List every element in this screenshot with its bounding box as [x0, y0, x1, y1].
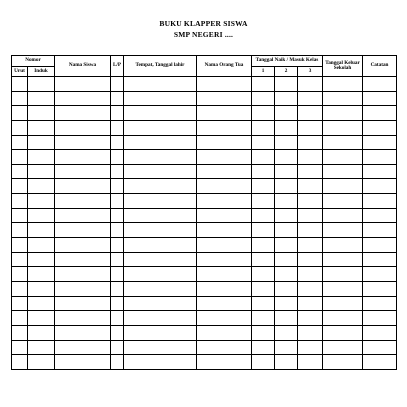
- table-cell: [28, 252, 55, 267]
- table-cell: [124, 223, 197, 238]
- table-cell: [275, 179, 298, 194]
- table-row: [12, 355, 397, 370]
- table-cell: [124, 296, 197, 311]
- table-cell: [323, 179, 363, 194]
- table-cell: [55, 135, 111, 150]
- table-cell: [298, 91, 323, 106]
- table-cell: [275, 164, 298, 179]
- table-row: [12, 135, 397, 150]
- table-cell: [12, 164, 28, 179]
- table-cell: [111, 164, 124, 179]
- table-cell: [124, 179, 197, 194]
- table-cell: [275, 77, 298, 92]
- table-cell: [298, 150, 323, 165]
- table-cell: [363, 223, 397, 238]
- table-cell: [12, 325, 28, 340]
- table-cell: [28, 179, 55, 194]
- table-cell: [363, 340, 397, 355]
- table-cell: [197, 355, 252, 370]
- table-cell: [363, 179, 397, 194]
- header-tanggal-keluar: Tanggal Keluar Sekolah: [323, 56, 363, 77]
- table-cell: [275, 267, 298, 282]
- table-cell: [111, 120, 124, 135]
- table-cell: [252, 77, 275, 92]
- table-cell: [275, 355, 298, 370]
- table-cell: [298, 106, 323, 121]
- table-cell: [28, 311, 55, 326]
- table-cell: [275, 150, 298, 165]
- table-cell: [124, 325, 197, 340]
- table-cell: [28, 135, 55, 150]
- table-cell: [197, 340, 252, 355]
- table-cell: [12, 77, 28, 92]
- table-cell: [124, 281, 197, 296]
- table-cell: [252, 281, 275, 296]
- table-cell: [12, 135, 28, 150]
- table-row: [12, 77, 397, 92]
- table-cell: [12, 281, 28, 296]
- table-cell: [12, 150, 28, 165]
- table-cell: [55, 77, 111, 92]
- table-cell: [298, 340, 323, 355]
- table-cell: [275, 120, 298, 135]
- table-cell: [323, 252, 363, 267]
- table-cell: [12, 355, 28, 370]
- table-cell: [252, 267, 275, 282]
- table-cell: [323, 150, 363, 165]
- table-cell: [124, 135, 197, 150]
- table-cell: [55, 91, 111, 106]
- table-cell: [323, 223, 363, 238]
- table-cell: [12, 179, 28, 194]
- table-cell: [275, 91, 298, 106]
- table-cell: [252, 135, 275, 150]
- table-cell: [298, 77, 323, 92]
- table-cell: [363, 325, 397, 340]
- table-row: [12, 150, 397, 165]
- table-cell: [55, 223, 111, 238]
- table-cell: [275, 135, 298, 150]
- table-cell: [124, 106, 197, 121]
- table-cell: [197, 238, 252, 253]
- table-cell: [55, 296, 111, 311]
- table-cell: [252, 164, 275, 179]
- table-row: [12, 267, 397, 282]
- table-cell: [28, 77, 55, 92]
- table-cell: [28, 91, 55, 106]
- table-cell: [55, 325, 111, 340]
- table-cell: [197, 252, 252, 267]
- table-row: [12, 223, 397, 238]
- header-tanggal-naik-kelas: Tanggal Naik / Masuk Kelas: [252, 56, 323, 67]
- table-cell: [363, 355, 397, 370]
- table-cell: [197, 267, 252, 282]
- table-cell: [298, 325, 323, 340]
- table-cell: [197, 296, 252, 311]
- table-cell: [124, 340, 197, 355]
- table-cell: [363, 91, 397, 106]
- table-cell: [28, 223, 55, 238]
- table-cell: [28, 281, 55, 296]
- table-cell: [252, 311, 275, 326]
- table-cell: [363, 194, 397, 209]
- table-cell: [323, 120, 363, 135]
- header-nama-orang-tua: Nama Orang Tua: [197, 56, 252, 77]
- document-title: BUKU KLAPPER SISWA: [159, 19, 248, 28]
- table-row: [12, 311, 397, 326]
- table-cell: [124, 194, 197, 209]
- table-cell: [323, 77, 363, 92]
- table-cell: [111, 106, 124, 121]
- table-cell: [124, 252, 197, 267]
- table-cell: [323, 208, 363, 223]
- table-cell: [197, 77, 252, 92]
- table-cell: [252, 179, 275, 194]
- table-cell: [298, 252, 323, 267]
- table-cell: [12, 311, 28, 326]
- table-cell: [197, 311, 252, 326]
- table-cell: [252, 194, 275, 209]
- table-cell: [323, 106, 363, 121]
- table-cell: [124, 208, 197, 223]
- table-cell: [55, 311, 111, 326]
- table-cell: [12, 340, 28, 355]
- table-cell: [298, 311, 323, 326]
- table-cell: [298, 238, 323, 253]
- klapper-table: [11, 55, 397, 370]
- table-row: [12, 296, 397, 311]
- table-cell: [28, 325, 55, 340]
- table-cell: [12, 296, 28, 311]
- table-row: [12, 179, 397, 194]
- table-cell: [197, 120, 252, 135]
- table-cell: [298, 164, 323, 179]
- table-cell: [28, 355, 55, 370]
- table-cell: [363, 267, 397, 282]
- header-urut: Urut: [12, 66, 28, 77]
- table-cell: [252, 355, 275, 370]
- table-cell: [275, 325, 298, 340]
- table-cell: [55, 179, 111, 194]
- table-cell: [124, 355, 197, 370]
- table-cell: [275, 296, 298, 311]
- table-cell: [55, 238, 111, 253]
- table-cell: [197, 135, 252, 150]
- table-cell: [55, 164, 111, 179]
- table-cell: [55, 120, 111, 135]
- table-cell: [323, 194, 363, 209]
- table-cell: [111, 325, 124, 340]
- header-nomor: Nomor: [12, 56, 55, 67]
- table-cell: [298, 223, 323, 238]
- table-cell: [111, 150, 124, 165]
- table-cell: [111, 296, 124, 311]
- table-cell: [252, 238, 275, 253]
- table-cell: [12, 194, 28, 209]
- table-row: [12, 120, 397, 135]
- table-cell: [111, 194, 124, 209]
- table-cell: [12, 91, 28, 106]
- table-cell: [363, 281, 397, 296]
- table-cell: [124, 311, 197, 326]
- table-cell: [111, 77, 124, 92]
- table-cell: [12, 267, 28, 282]
- table-cell: [363, 106, 397, 121]
- table-cell: [111, 340, 124, 355]
- table-cell: [111, 135, 124, 150]
- table-cell: [252, 208, 275, 223]
- table-cell: [275, 238, 298, 253]
- table-row: [12, 194, 397, 209]
- table-cell: [55, 355, 111, 370]
- table-cell: [197, 150, 252, 165]
- table-cell: [111, 238, 124, 253]
- table-cell: [252, 223, 275, 238]
- table-cell: [55, 106, 111, 121]
- table-cell: [111, 179, 124, 194]
- table-cell: [197, 208, 252, 223]
- table-cell: [298, 135, 323, 150]
- table-cell: [12, 252, 28, 267]
- table-cell: [111, 281, 124, 296]
- table-cell: [298, 120, 323, 135]
- table-cell: [275, 194, 298, 209]
- table-cell: [28, 238, 55, 253]
- table-row: [12, 208, 397, 223]
- table-cell: [12, 120, 28, 135]
- table-row: [12, 252, 397, 267]
- table-cell: [323, 238, 363, 253]
- table-cell: [197, 179, 252, 194]
- table-cell: [363, 296, 397, 311]
- table-cell: [363, 311, 397, 326]
- table-cell: [323, 325, 363, 340]
- table-cell: [28, 340, 55, 355]
- table-cell: [28, 120, 55, 135]
- table-row: [12, 281, 397, 296]
- table-cell: [298, 208, 323, 223]
- header-nama-siswa: Nama Siswa: [55, 56, 111, 77]
- table-cell: [197, 106, 252, 121]
- table-row: [12, 325, 397, 340]
- table-cell: [28, 150, 55, 165]
- table-cell: [28, 164, 55, 179]
- table-cell: [323, 267, 363, 282]
- table-row: [12, 164, 397, 179]
- table-cell: [363, 120, 397, 135]
- table-cell: [323, 164, 363, 179]
- table-cell: [252, 325, 275, 340]
- header-kelas-1: 1: [252, 66, 275, 77]
- table-cell: [111, 91, 124, 106]
- table-cell: [252, 296, 275, 311]
- table-cell: [197, 325, 252, 340]
- header-kelas-3: 3: [298, 66, 323, 77]
- table-cell: [363, 164, 397, 179]
- table-row: [12, 106, 397, 121]
- table-cell: [111, 311, 124, 326]
- table-cell: [298, 296, 323, 311]
- table-row: [12, 340, 397, 355]
- table-row: [12, 91, 397, 106]
- table-cell: [363, 135, 397, 150]
- table-cell: [323, 281, 363, 296]
- table-cell: [252, 150, 275, 165]
- table-cell: [197, 281, 252, 296]
- table-cell: [28, 296, 55, 311]
- table-cell: [363, 77, 397, 92]
- table-cell: [363, 252, 397, 267]
- table-cell: [323, 135, 363, 150]
- table-cell: [197, 223, 252, 238]
- table-cell: [275, 106, 298, 121]
- table-cell: [197, 164, 252, 179]
- table-cell: [124, 91, 197, 106]
- table-cell: [275, 208, 298, 223]
- table-cell: [111, 223, 124, 238]
- header-lp: L/P: [111, 56, 124, 77]
- table-cell: [298, 194, 323, 209]
- table-cell: [111, 208, 124, 223]
- header-kelas-2: 2: [275, 66, 298, 77]
- table-row: [12, 238, 397, 253]
- table-cell: [323, 296, 363, 311]
- table-cell: [111, 267, 124, 282]
- table-cell: [28, 194, 55, 209]
- table-cell: [124, 238, 197, 253]
- table-cell: [298, 355, 323, 370]
- table-cell: [28, 267, 55, 282]
- table-cell: [252, 340, 275, 355]
- table-cell: [124, 150, 197, 165]
- table-cell: [124, 267, 197, 282]
- table-cell: [111, 355, 124, 370]
- table-cell: [55, 194, 111, 209]
- table-cell: [111, 252, 124, 267]
- school-name: SMP NEGERI ....: [173, 30, 234, 39]
- table-cell: [197, 91, 252, 106]
- table-cell: [12, 106, 28, 121]
- table-cell: [275, 311, 298, 326]
- table-cell: [275, 281, 298, 296]
- table-cell: [298, 281, 323, 296]
- table-cell: [298, 267, 323, 282]
- table-cell: [275, 252, 298, 267]
- table-cell: [363, 238, 397, 253]
- table-cell: [275, 223, 298, 238]
- table-cell: [252, 91, 275, 106]
- table-cell: [252, 106, 275, 121]
- table-cell: [55, 281, 111, 296]
- table-cell: [28, 208, 55, 223]
- header-induk: Induk: [28, 66, 55, 77]
- table-cell: [55, 150, 111, 165]
- table-cell: [12, 238, 28, 253]
- table-cell: [323, 311, 363, 326]
- header-tempat-tanggal-lahir: Tempat, Tanggal lahir: [124, 56, 197, 77]
- table-cell: [323, 355, 363, 370]
- table-cell: [12, 223, 28, 238]
- table-cell: [55, 208, 111, 223]
- table-cell: [55, 267, 111, 282]
- table-cell: [252, 252, 275, 267]
- table-cell: [55, 252, 111, 267]
- table-cell: [124, 120, 197, 135]
- table-cell: [197, 194, 252, 209]
- table-cell: [252, 120, 275, 135]
- table-cell: [363, 208, 397, 223]
- table-cell: [12, 208, 28, 223]
- header-catatan: Catatan: [363, 56, 397, 77]
- table-cell: [298, 179, 323, 194]
- table-cell: [124, 77, 197, 92]
- table-cell: [124, 164, 197, 179]
- table-cell: [55, 340, 111, 355]
- klapper-table-body: [12, 77, 397, 370]
- table-cell: [323, 340, 363, 355]
- table-cell: [323, 91, 363, 106]
- table-cell: [275, 340, 298, 355]
- table-cell: [28, 106, 55, 121]
- table-cell: [363, 150, 397, 165]
